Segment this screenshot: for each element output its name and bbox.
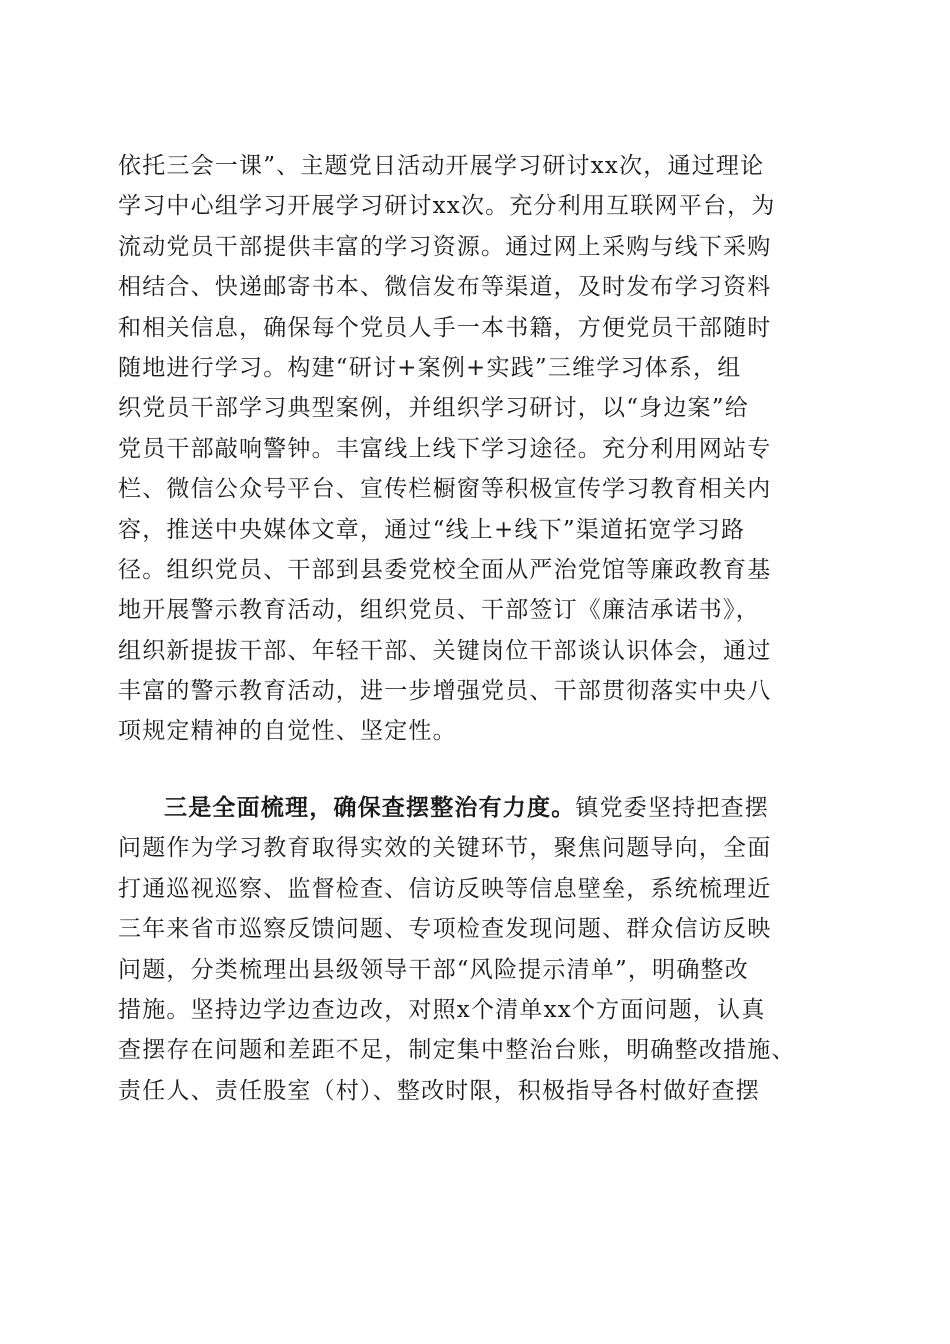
section-lead-heading: 三是全面梳理，确保查摆整治有力度。 [164, 794, 576, 821]
text-line: 栏、微信公众号平台、宣传栏橱窗等积极宣传学习教育相关内 [118, 476, 772, 503]
text-line: 查摆存在问题和差距不足，制定集中整治台账，明确整改措施、 [118, 1037, 796, 1064]
text-line: 相结合、快递邮寄书本、微信发布等渠道，及时发布学习资料 [118, 274, 772, 301]
first-line-rest: 镇党委坚持把查摆 [575, 795, 770, 821]
text-line: 项规定精神的自觉性、坚定性。 [118, 718, 457, 745]
text-line: 依托三会一课”、主题党日活动开展学习研讨xx次，通过理论 [118, 153, 765, 179]
paragraph-comprehensive-review [118, 788, 830, 1111]
text-line: 问题，分类梳理出县级领导干部“风险提示清单”，明确整改 [118, 956, 749, 983]
text-line: 责任人、责任股室（村）、整改时限，积极指导各村做好查摆 [118, 1077, 760, 1104]
text-line: 措施。坚持边学边查边改，对照x个清单xx个方面问题，认真 [118, 996, 766, 1023]
text-line: 三年来省市巡察反馈问题、专项检查发现问题、群众信访反映 [118, 916, 772, 943]
paragraph-learning-activities [118, 146, 830, 752]
text-line: 丰富的警示教育活动，进一步增强党员、干部贯彻落实中央八 [118, 678, 772, 705]
paragraph-first-line [118, 788, 830, 828]
text-line: 组织新提拔干部、年轻干部、关键岗位干部谈认识体会，通过 [118, 637, 772, 664]
text-line: 党员干部敲响警钟。丰富线上线下学习途径。充分利用网站专 [118, 435, 772, 462]
text-line: 容，推送中央媒体文章，通过“线上+线下”渠道拓宽学习路 [118, 516, 746, 543]
text-line: 织党员干部学习典型案例，并组织学习研讨，以“身边案”给 [118, 395, 749, 422]
text-line: 和相关信息，确保每个党员人手一本书籍，方便党员干部随时 [118, 314, 772, 341]
text-line: 问题作为学习教育取得实效的关键环节，聚焦问题导向，全面 [118, 835, 772, 862]
text-line: 随地进行学习。构建“研讨+案例+实践”三维学习体系，组 [118, 354, 742, 381]
text-line: 地开展警示教育活动，组织党员、干部签订《廉洁承诺书》， [118, 597, 760, 624]
text-line: 打通巡视巡察、监督检查、信访反映等信息壁垒，系统梳理近 [118, 875, 772, 902]
text-line: 学习中心组学习开展学习研讨xx次。充分利用互联网平台，为 [118, 193, 776, 220]
text-line: 流动党员干部提供丰富的学习资源。通过网上采购与线下采购 [118, 233, 772, 260]
text-line: 径。组织党员、干部到县委党校全面从严治党馆等廉政教育基 [118, 556, 772, 583]
